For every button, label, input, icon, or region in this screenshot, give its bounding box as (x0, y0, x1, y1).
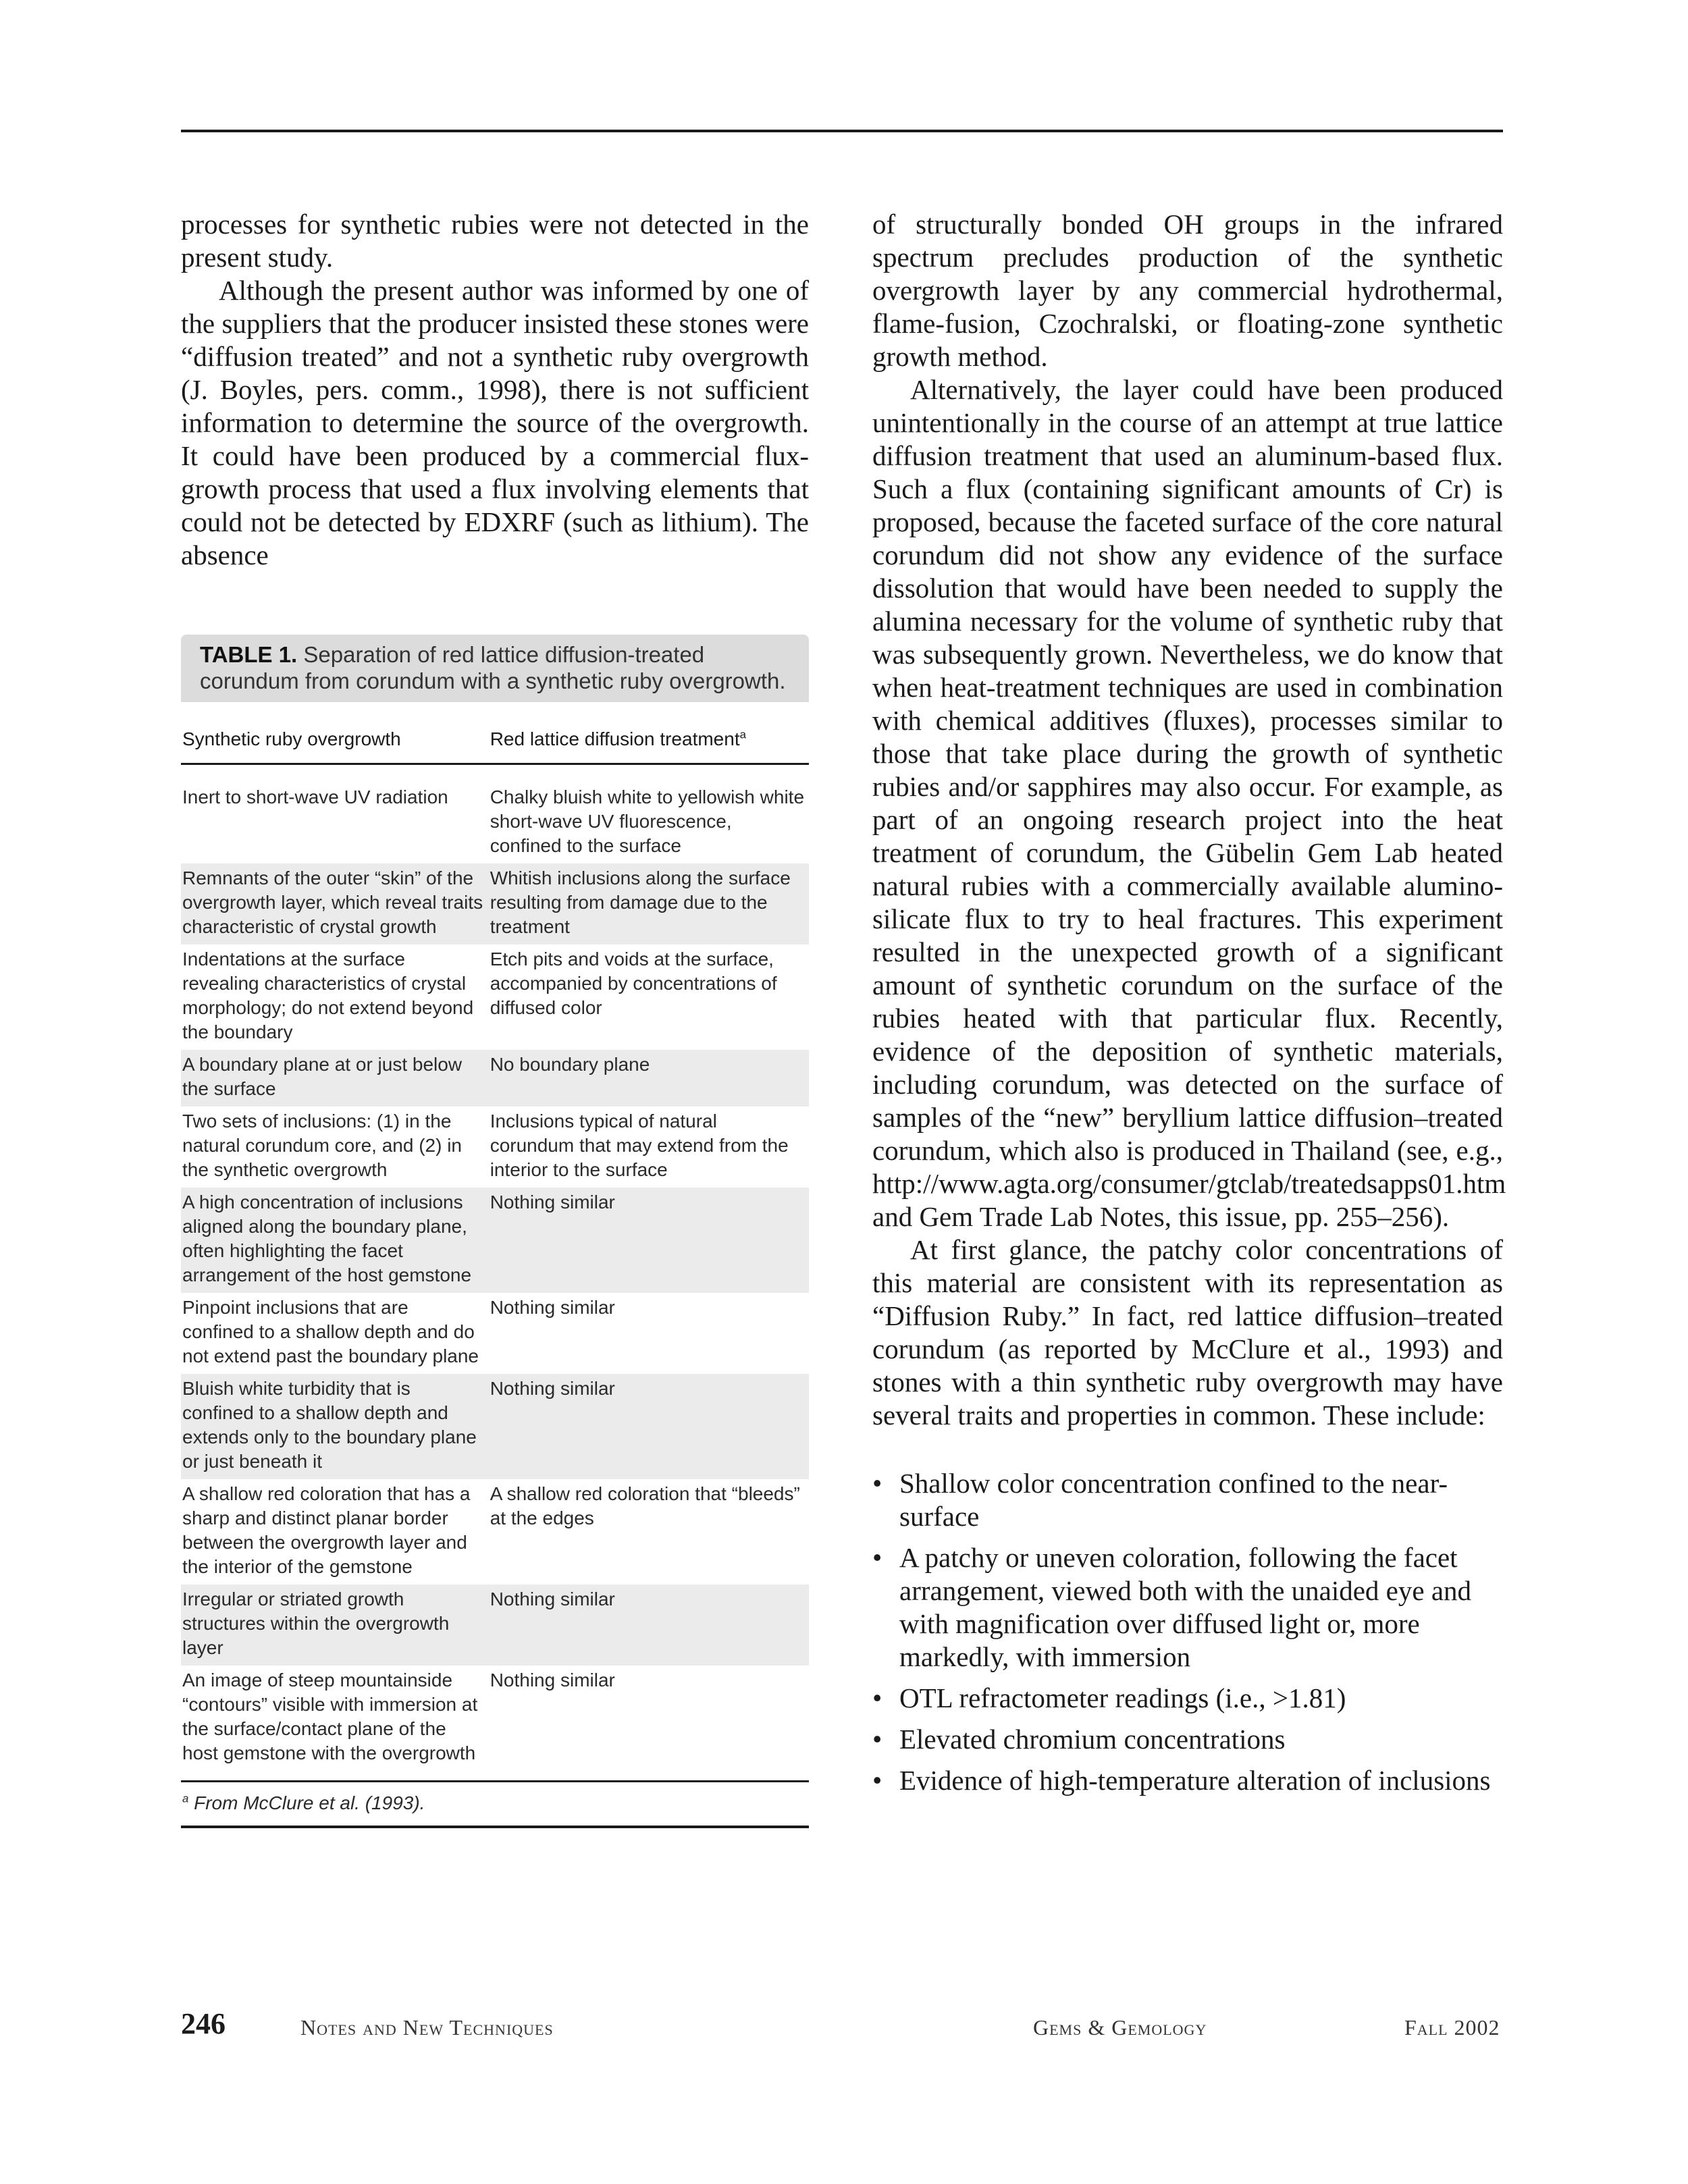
footer-journal: Gems & Gemology (1033, 2015, 1207, 2040)
header-rule (181, 130, 1503, 132)
table-row (181, 1666, 809, 1771)
bullet-icon: • (872, 1765, 882, 1796)
table-label: TABLE 1. (200, 642, 298, 667)
table-row (181, 1584, 809, 1666)
left-paragraph-2: Although the present author was informed by one of the suppliers that the producer insisted these stones were “diffusion treated” and not a synthetic ruby overgrowth (J. Boyles, pers. comm., 1998), there is not sufficient information to determine the source of the overgrowth. It could have been produced by a commercial flux-growth process that used a flux involving elements that could not be detected by EDXRF (such as lithium). The absence (181, 275, 809, 570)
bullet-icon: • (872, 1468, 882, 1499)
table-bottom-rule (181, 1826, 809, 1828)
table-cell: Bluish white turbidity that is confined to a shallow depth and extends only to the boundary plane or just beneath it (181, 1374, 489, 1479)
table-cell: Nothing similar (490, 1670, 615, 1690)
page-number: 246 (181, 2007, 226, 2040)
list-item: • A patchy or uneven coloration, following the facet arrangement, viewed both with the unaided eye and with magnification over diffused light or, more markedly, with immersion (872, 1542, 1472, 1672)
left-column (181, 208, 809, 572)
table-row (181, 764, 809, 864)
table-cell: Irregular or striated growth structures within the overgrowth layer (181, 1584, 489, 1666)
footer-section: Notes and New Techniques (300, 2015, 554, 2040)
list-item: • OTL refractometer readings (i.e., >1.81) (872, 1682, 1346, 1713)
table-cell: Inclusions typical of natural corundum that may extend from the interior to the surface (490, 1111, 789, 1180)
table-cell: A boundary plane at or just below the surface (181, 1050, 489, 1107)
table-caption-text: Separation of red lattice diffusion-treated corundum from corundum with a synthetic ruby overgrowth. (200, 642, 786, 693)
right-paragraph-3: At first glance, the patchy color concentrations of this material are consistent with its representation as “Diffusion Ruby.” In fact, red lattice diffusion–treated corundum (as reported by McClure et al., 1993) and stones with a thin synthetic ruby overgrowth may have several traits and properties in common. These include: (872, 1234, 1503, 1431)
table-cell: Pinpoint inclusions that are confined to a shallow depth and do not extend past the boundary plane (182, 1297, 479, 1366)
table-cell: Nothing similar (489, 1188, 809, 1293)
list-item: • Evidence of high-temperature alteration of inclusions (872, 1765, 1491, 1796)
table-cell: A shallow red coloration that “bleeds” at the edges (490, 1483, 800, 1528)
table-cell: An image of steep mountainside “contours” visible with immersion at the surface/contact plane of the host gemstone with the overgrowth (182, 1670, 478, 1763)
list-item: • Shallow color concentration confined to the near-surface (872, 1468, 1448, 1532)
right-paragraph-2: Alternatively, the layer could have been produced unintentionally in the course of an attempt at true lattice diffusion treatment that used an aluminum-based flux. Such a flux (containing significant amounts of Cr) is proposed, because the faceted surface of the core natural corundum did not show any evidence of the surface dissolution that would have been needed to supply the alumina necessary for the volume of synthetic ruby that was subsequently grown. Nevertheless, we do know that when heat-treatment techniques are used in combination with chemical additives (fluxes), processes similar to those that take place during the growth of synthetic rubies and/or sapphires may also occur. For example, as part of an ongoing research project into the heat treatment of corundum, the Gübelin Gem Lab heated natural rubies with a commercially available alumino-silicate flux to try to heal fractures. This experiment resulted in the unexpected growth of a significant amount of synthetic corundum on the surface of the rubies heated with that particular flux. Recently, evidence of the deposition of synthetic materials, including corundum, was detected on the surface of samples of the “new” beryllium lattice diffusion–treated corundum, which also is produced in Thailand (see, e.g., http://www.agta.org/consumer/gtclab/treatedsapps01.htm and Gem Trade Lab Notes, this issue, pp. 255–256). (872, 374, 1506, 1232)
bullet-icon: • (872, 1682, 882, 1713)
table-cell: Nothing similar (489, 1374, 809, 1479)
table-cell: A shallow red coloration that has a sharp and distinct planar border between the overgrowth layer and the interior of the gemstone (182, 1483, 471, 1577)
table-cell: No boundary plane (489, 1050, 809, 1107)
table-cell: A high concentration of inclusions aligned along the boundary plane, often highlighting the facet arrangement of the host gemstone (181, 1188, 489, 1293)
table-caption (181, 635, 809, 702)
table-row (181, 1293, 809, 1374)
table-row (181, 1050, 809, 1107)
table-header-overgrowth: Synthetic ruby overgrowth (181, 712, 489, 764)
bullet-icon: • (872, 1542, 882, 1573)
table-row (181, 1188, 809, 1293)
table-row (181, 1107, 809, 1188)
table-cell: Whitish inclusions along the surface resulting from damage due to the treatment (489, 863, 809, 944)
table-cell: Indentations at the surface revealing characteristics of crystal morphology; do not extend beyond the boundary (182, 949, 474, 1042)
table-row (181, 944, 809, 1050)
table-header-diffusion: Red lattice diffusion treatment$^a$ (489, 712, 809, 764)
table-footnote: $^a$ From McClure et al. (1993). (182, 1792, 425, 1813)
table-row (181, 863, 809, 944)
right-paragraph-1: of structurally bonded OH groups in the infrared spectrum precludes production of the synthetic overgrowth layer by any commercial hydrothermal, flame-fusion, Czochralski, or floating-zone synthetic growth method. (872, 209, 1503, 372)
footer-issue: Fall 2002 (1404, 2015, 1500, 2040)
list-item: • Elevated chromium concentrations (872, 1724, 1286, 1755)
table-cell: Inert to short-wave UV radiation (182, 787, 448, 807)
table-row (181, 1374, 809, 1479)
table-cell: Etch pits and voids at the surface, accompanied by concentrations of diffused color (490, 949, 777, 1018)
table-row (181, 1479, 809, 1584)
right-column (872, 208, 1506, 1805)
table-cell: Two sets of inclusions: (1) in the natural corundum core, and (2) in the synthetic overgrowth (182, 1111, 462, 1180)
table-cell: Nothing similar (489, 1584, 809, 1666)
table-1 (181, 635, 809, 1828)
table-cell: Nothing similar (490, 1297, 615, 1318)
traits-list (872, 1467, 1503, 1797)
table-cell: Remnants of the outer “skin” of the overgrowth layer, which reveal traits characteristic of crystal growth (181, 863, 489, 944)
table-grid (181, 712, 809, 1771)
left-paragraph-1: processes for synthetic rubies were not detected in the present study. (181, 209, 809, 273)
bullet-icon: • (872, 1724, 882, 1755)
table-cell: Chalky bluish white to yellowish white short-wave UV fluorescence, confined to the surface (490, 787, 805, 856)
